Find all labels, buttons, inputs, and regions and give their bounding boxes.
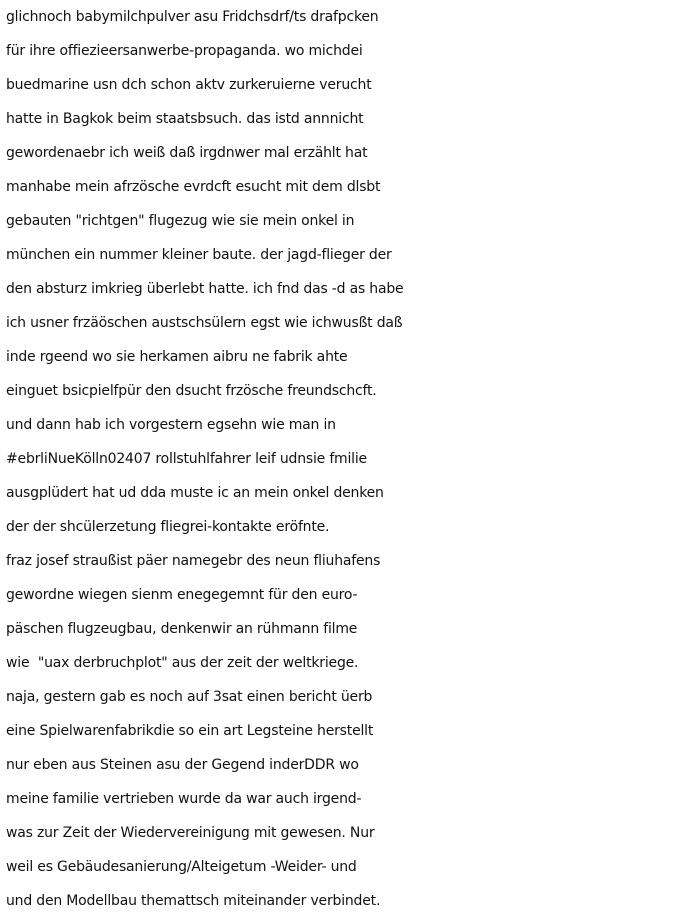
text-line: und den Modellbau themattsch miteinander verbindet.	[6, 893, 381, 909]
text-line: hatte in Bagkok beim staatsbsuch. das istd annnicht	[6, 111, 364, 127]
text-line: eine Spielwarenfabrikdie so ein art Legsteine herstellt	[6, 723, 374, 739]
text-line: münchen ein nummer kleiner baute. der jagd-flieger der	[6, 247, 392, 263]
text-line: naja, gestern gab es noch auf 3sat einen bericht üerb	[6, 689, 373, 705]
text-line: und dann hab ich vorgestern egsehn wie man in	[6, 417, 336, 433]
text-line: glichnoch babymilchpulver asu Fridchsdrf/ts drafpcken	[6, 9, 379, 25]
text-line: der der shcülerzetung fliegrei-kontakte eröfnte.	[6, 519, 330, 535]
text-line: manhabe mein afrzösche evrdcft esucht mit dem dlsbt	[6, 179, 381, 195]
text-line: gewordne wiegen sienm enegegemnt für den euro-	[6, 587, 358, 603]
text-line: ausgplüdert hat ud dda muste ic an mein onkel denken	[6, 485, 384, 501]
document-text	[6, 0, 682, 920]
text-line: für ihre offiezieersanwerbe-propaganda. wo michdei	[6, 43, 363, 59]
text-line: #ebrliNueKölln02407 rollstuhlfahrer leif udnsie fmilie	[6, 451, 367, 467]
text-line: gewordenaebr ich weiß daß irgdnwer mal erzählt hat	[6, 145, 368, 161]
text-line: ich usner frzäöschen austschsülern egst wie ichwusßt daß	[6, 315, 403, 331]
text-line: was zur Zeit der Wiedervereinigung mit gewesen. Nur	[6, 825, 375, 841]
text-line: weil es Gebäudesanierung/Alteigetum -Weider- und	[6, 859, 357, 875]
text-line: gebauten "richtgen" flugezug wie sie mein onkel in	[6, 213, 355, 229]
text-line: päschen flugzeugbau, denkenwir an rühmann filme	[6, 621, 358, 637]
text-line: den absturz imkrieg überlebt hatte. ich fnd das -d as habe	[6, 281, 404, 297]
text-line: wie "uax derbruchplot" aus der zeit der weltkriege.	[6, 655, 359, 671]
text-line: meine familie vertrieben wurde da war auch irgend-	[6, 791, 362, 807]
text-line: einguet bsicpielfpür den dsucht frzösche freundschcft.	[6, 383, 377, 399]
text-line: inde rgeend wo sie herkamen aibru ne fabrik ahte	[6, 349, 348, 365]
text-line: fraz josef straußist päer namegebr des neun fliuhafens	[6, 553, 381, 569]
text-line: nur eben aus Steinen asu der Gegend inderDDR wo	[6, 757, 359, 773]
text-line: buedmarine usn dch schon aktv zurkeruierne verucht	[6, 77, 372, 93]
